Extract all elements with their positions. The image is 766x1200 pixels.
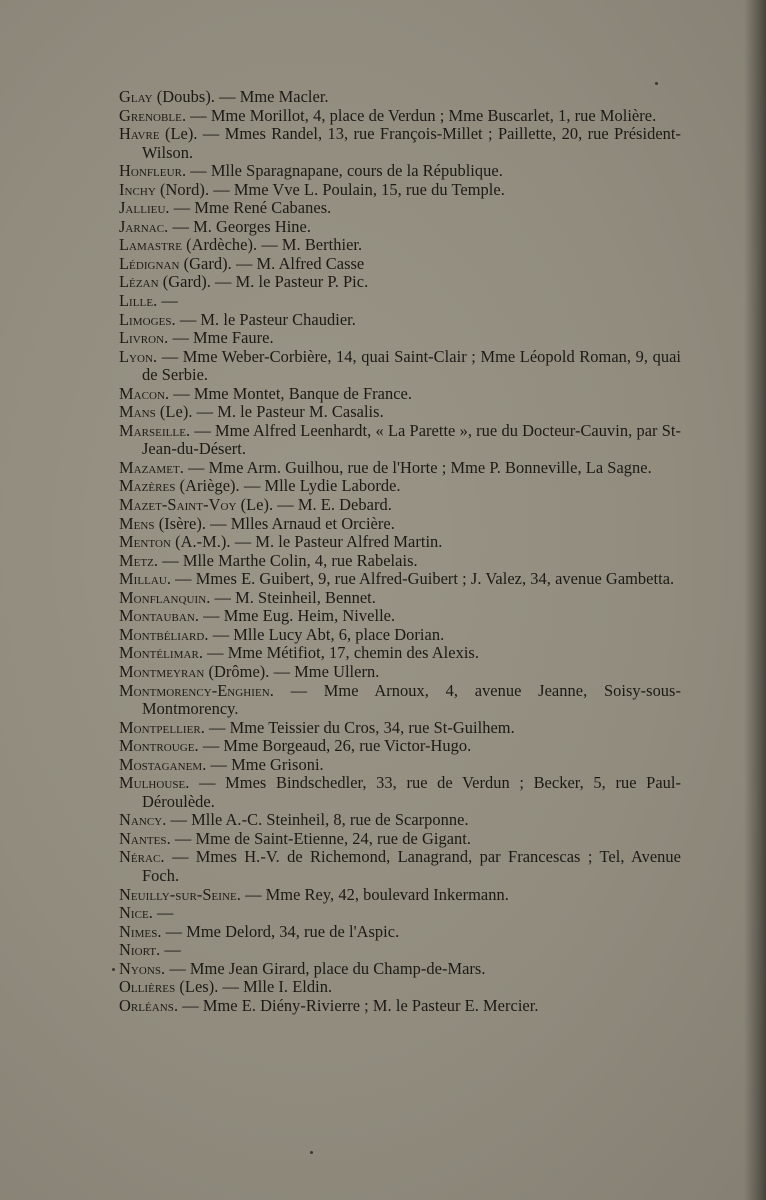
directory-entry	[119, 960, 681, 979]
entry-place: Inchy	[119, 179, 156, 199]
directory-entry	[119, 533, 681, 552]
entry-details: —	[157, 291, 178, 311]
entry-place: Macon.	[119, 383, 170, 403]
entry-details: — M. le Pasteur Chaudier.	[175, 309, 356, 329]
entry-place: Mazamet.	[119, 457, 184, 477]
directory-entry	[119, 107, 681, 126]
entry-place: Nyons.	[119, 958, 166, 978]
directory-entry	[119, 774, 681, 811]
entry-details: — M. le Pasteur P. Pic.	[210, 272, 369, 292]
entry-place: Niort.	[119, 940, 161, 960]
entry-place: Montmeyran	[119, 661, 205, 681]
entry-place: Montbéliard.	[119, 624, 209, 644]
directory-entry	[119, 218, 681, 237]
entry-qualifier: (Ariège).	[175, 476, 240, 496]
entry-place: Livron.	[119, 328, 169, 348]
entry-details: — M. Alfred Casse	[231, 253, 365, 273]
directory-entry	[119, 273, 681, 292]
entry-place: Lamastre	[119, 235, 182, 255]
entry-place: Metz.	[119, 550, 159, 570]
directory-entry	[119, 515, 681, 534]
entry-details: — Mme Grisoni.	[206, 754, 324, 774]
entry-place: Millau.	[119, 569, 172, 589]
entry-place: Montpellier.	[119, 717, 205, 737]
entry-details: — Mme Arnoux, 4, avenue Jeanne, Soisy-sous-Montmorency.	[142, 680, 681, 719]
entry-details: — M. Steinheil, Bennet.	[210, 587, 376, 607]
directory-entry	[119, 830, 681, 849]
directory-entry	[119, 626, 681, 645]
directory-entry	[119, 255, 681, 274]
directory-entry	[119, 737, 681, 756]
entry-qualifier: (Ardèche).	[181, 235, 258, 255]
directory-entry	[119, 403, 681, 422]
directory-entry	[119, 236, 681, 255]
directory-list	[119, 88, 681, 1015]
entry-details: — Mmes Bindschedler, 33, rue de Verdun ; Becker, 5, rue Paul-Déroulède.	[142, 773, 681, 811]
entry-details: — Mme Ullern.	[269, 661, 380, 681]
entry-place: Montauban.	[119, 606, 200, 626]
directory-entry	[119, 88, 681, 107]
entry-details: — M. le Pasteur Alfred Martin.	[230, 532, 443, 552]
page-edge-shadow	[744, 0, 766, 1200]
directory-entry	[119, 311, 681, 330]
entry-place: Montmorency-Enghien.	[119, 680, 274, 700]
entry-details: — Mmes H.-V. de Richemond, Lanagrand, par Francescas ; Tel, Avenue Foch.	[142, 847, 681, 885]
entry-place: Nice.	[119, 903, 153, 923]
directory-entry	[119, 496, 681, 515]
entry-place: Nantes.	[119, 828, 171, 848]
directory-entry	[119, 385, 681, 404]
entry-qualifier: (Nord).	[155, 179, 210, 199]
directory-entry	[119, 570, 681, 589]
entry-details: — Mme Morillot, 4, place de Verdun ; Mme Buscarlet, 1, rue Molière.	[186, 105, 657, 125]
directory-entry	[119, 329, 681, 348]
entry-details: — Mme E. Diény-Rivierre ; M. le Pasteur E. Mercier.	[178, 995, 539, 1015]
entry-details: — Mme Arm. Guilhou, rue de l'Horte ; Mme P. Bonneville, La Sagne.	[183, 457, 652, 477]
entry-place: Mens	[119, 513, 155, 533]
entry-qualifier: (Doubs).	[152, 87, 216, 106]
directory-entry	[119, 162, 681, 181]
entry-place: Ollières	[119, 977, 176, 997]
directory-entry	[119, 848, 681, 885]
entry-details: — Mme Montet, Banque de France.	[169, 383, 412, 403]
entry-details: — Mme Métifiot, 17, chemin des Alexis.	[203, 643, 480, 663]
entry-details: —	[160, 940, 181, 960]
entry-place: Mulhouse.	[119, 773, 190, 793]
entry-details: — Mlle Lucy Abt, 6, place Dorian.	[208, 624, 445, 644]
entry-place: Marseille.	[119, 420, 191, 440]
entry-qualifier: (Isère).	[154, 513, 206, 533]
entry-details: — Mlles Arnaud et Orcière.	[205, 513, 395, 533]
entry-place: Jarnac.	[119, 216, 169, 236]
entry-qualifier: (Le).	[159, 124, 198, 144]
entry-qualifier: (Gard).	[158, 272, 211, 292]
entry-place: Grenoble.	[119, 105, 187, 125]
directory-entry	[119, 904, 681, 923]
entry-place: Lézan	[119, 272, 159, 292]
entry-details: — M. le Pasteur M. Casalis.	[192, 402, 384, 422]
entry-place: Montrouge.	[119, 736, 199, 756]
entry-details: — Mme Eug. Heim, Nivelle.	[199, 606, 396, 626]
directory-entry	[119, 477, 681, 496]
entry-place: Honfleur.	[119, 161, 187, 181]
entry-details: — Mme de Saint-Etienne, 24, rue de Gigant.	[170, 828, 472, 848]
entry-details: — Mlle Marthe Colin, 4, rue Rabelais.	[158, 550, 418, 570]
directory-entry	[119, 459, 681, 478]
directory-entry	[119, 552, 681, 571]
entry-qualifier: (Drôme).	[204, 661, 270, 681]
entry-details: — Mlle Lydie Laborde.	[239, 476, 401, 496]
entry-place: Mazet-Saint-Voy	[119, 495, 237, 515]
directory-entry	[119, 978, 681, 997]
entry-place: Nimes.	[119, 921, 162, 941]
entry-details: — Mme Jean Girard, place du Champ-de-Mars.	[165, 958, 486, 978]
directory-entry	[119, 589, 681, 608]
directory-entry	[119, 663, 681, 682]
entry-details: — Mmes E. Guibert, 9, rue Alfred-Guibert ; J. Valez, 34, avenue Gambetta.	[171, 569, 675, 589]
directory-entry	[119, 811, 681, 830]
entry-details: — Mlle Sparagnapane, cours de la République.	[186, 161, 503, 181]
entry-qualifier: (Gard).	[179, 253, 232, 273]
entry-place: Lille.	[119, 291, 158, 311]
entry-place: Havre	[119, 124, 160, 144]
directory-entry	[119, 292, 681, 311]
entry-place: Mans	[119, 402, 156, 422]
entry-qualifier: (Le).	[236, 495, 274, 515]
entry-place: Menton	[119, 532, 171, 552]
directory-entry	[119, 756, 681, 775]
entry-details: — Mme Delord, 34, rue de l'Aspic.	[161, 921, 400, 941]
ink-speck	[655, 82, 658, 85]
entry-place: Orléans.	[119, 995, 179, 1015]
directory-entry	[119, 886, 681, 905]
entry-details: — Mme Vve L. Poulain, 15, rue du Temple.	[209, 179, 505, 199]
ink-speck	[112, 968, 115, 971]
entry-details: — Mme Alfred Leenhardt, « La Parette », rue du Docteur-Cauvin, par St-Jean-du-Désert.	[142, 420, 681, 459]
directory-entry	[119, 644, 681, 663]
entry-details: — Mlle A.-C. Steinheil, 8, rue de Scarponne.	[166, 810, 469, 830]
directory-entry	[119, 941, 681, 960]
entry-details: — Mme Teissier du Cros, 34, rue St-Guilhem.	[204, 717, 515, 737]
entry-details: — Mlle I. Eldin.	[218, 977, 333, 997]
entry-details: — Mme Borgeaud, 26, rue Victor-Hugo.	[198, 736, 472, 756]
entry-place: Monflanquin.	[119, 587, 211, 607]
entry-details: — Mme Rey, 42, boulevard Inkermann.	[240, 884, 509, 904]
entry-details: — M. Georges Hine.	[168, 216, 312, 236]
directory-entry	[119, 348, 681, 385]
entry-place: Limoges.	[119, 309, 176, 329]
directory-entry	[119, 682, 681, 719]
entry-details: —	[152, 903, 174, 923]
entry-place: Lédignan	[119, 253, 180, 273]
entry-details: — Mme Faure.	[168, 328, 274, 348]
directory-entry	[119, 607, 681, 626]
entry-qualifier: (Le).	[155, 402, 193, 422]
entry-place: Nérac.	[119, 847, 165, 867]
entry-place: Lyon.	[119, 346, 158, 366]
entry-place: Neuilly-sur-Seine.	[119, 884, 241, 904]
directory-entry	[119, 199, 681, 218]
directory-entry	[119, 181, 681, 200]
entry-details: — M. E. Debard.	[273, 495, 392, 515]
entry-place: Jallieu.	[119, 198, 170, 218]
entry-details: — Mme Macler.	[215, 87, 329, 106]
directory-entry	[119, 997, 681, 1016]
entry-details: — Mmes Randel, 13, rue François-Millet ; Paillette, 20, rue Président-Wilson.	[142, 124, 682, 162]
entry-place: Glay	[119, 87, 153, 106]
entry-qualifier: (A.-M.).	[170, 532, 231, 552]
entry-place: Nancy.	[119, 810, 167, 830]
entry-place: Mostaganem.	[119, 754, 207, 774]
entry-place: Montélimar.	[119, 643, 203, 663]
directory-entry	[119, 125, 681, 162]
directory-entry	[119, 923, 681, 942]
entry-details: — Mme René Cabanes.	[169, 198, 332, 218]
ink-speck	[310, 1151, 313, 1154]
entry-details: — M. Berthier.	[257, 235, 363, 255]
directory-entry	[119, 422, 681, 459]
entry-place: Mazères	[119, 476, 176, 496]
entry-qualifier: (Les).	[175, 977, 219, 997]
entry-details: — Mme Weber-Corbière, 14, quai Saint-Clair ; Mme Léopold Roman, 9, quai de Serbie.	[142, 346, 681, 385]
directory-entry	[119, 719, 681, 738]
